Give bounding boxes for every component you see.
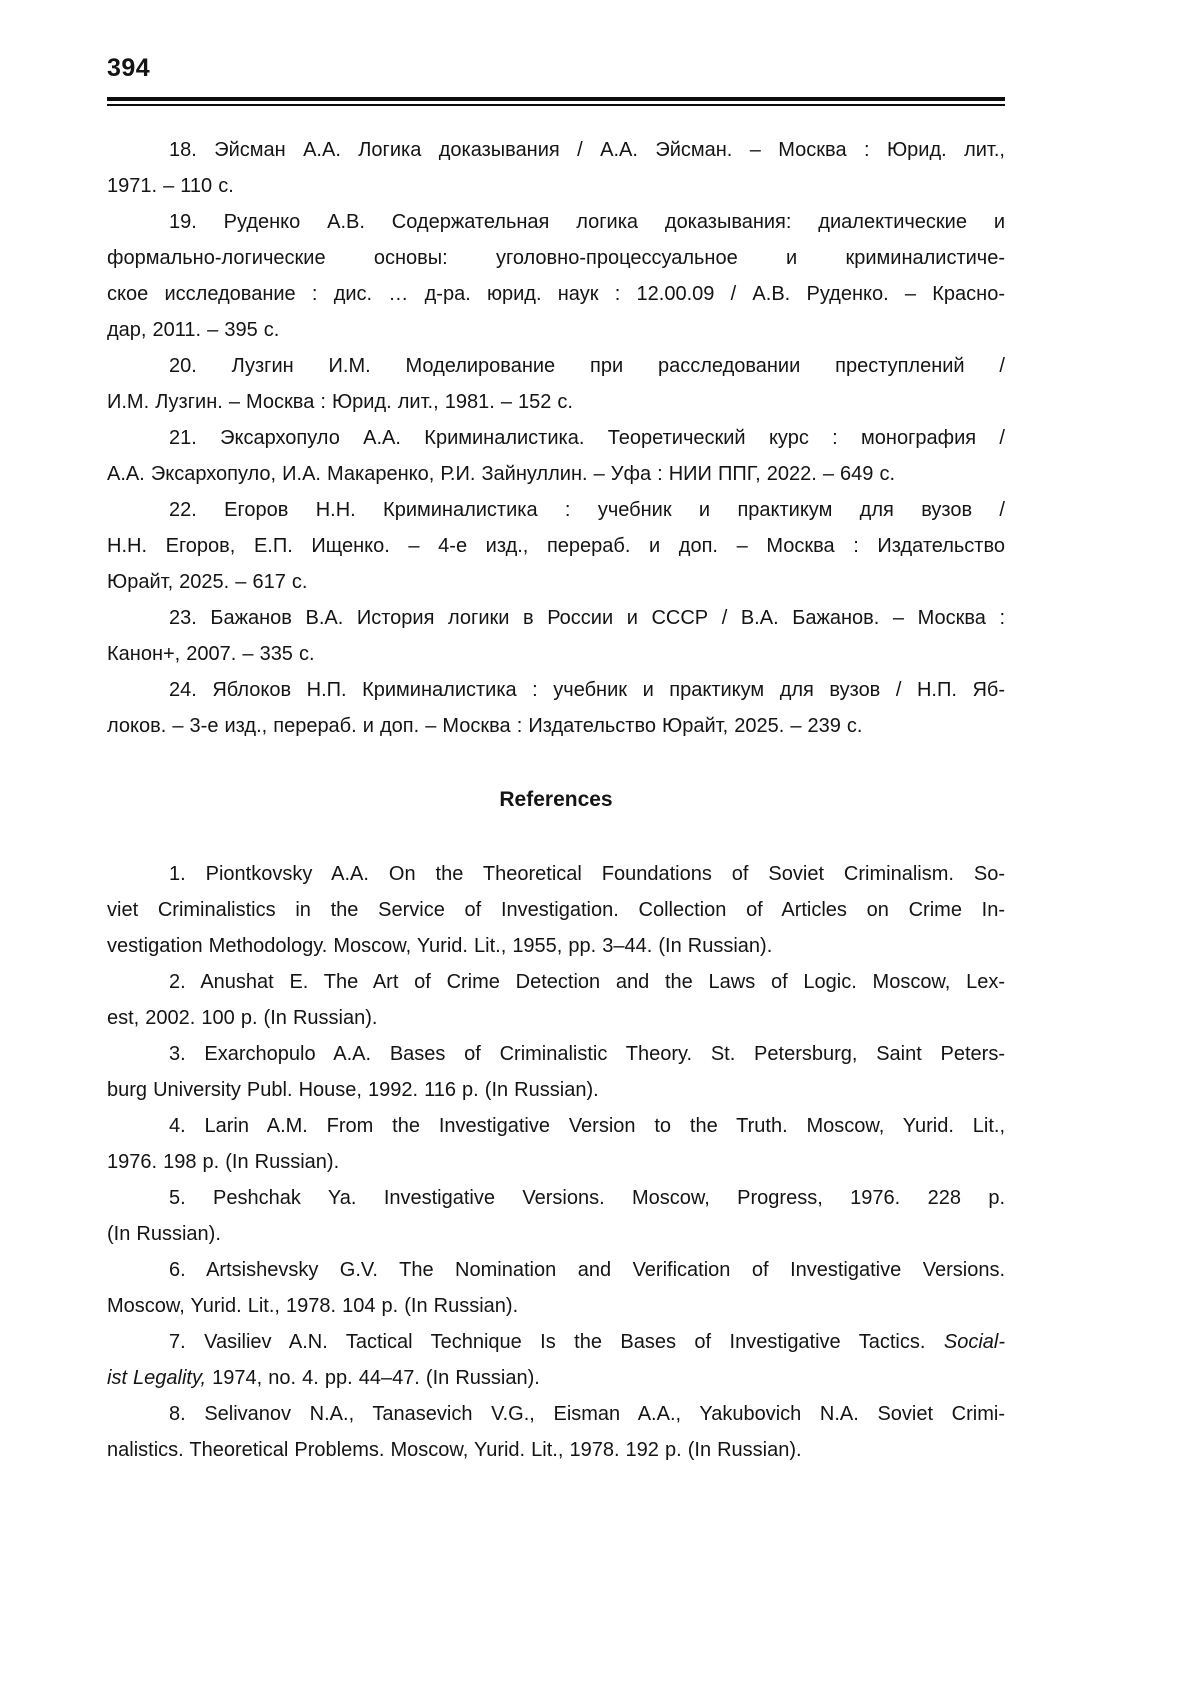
bib-entry-23 bbox=[107, 600, 1005, 672]
bib-line: 23. Бажанов В.А. История логики в России и СССР / В.А. Бажанов. – Москва : bbox=[169, 607, 1005, 629]
ref-line: nalistics. Theoretical Problems. Moscow, Yurid. Lit., 1978. 192 p. (In Russian). bbox=[107, 1439, 802, 1461]
bib-line: дар, 2011. – 395 с. bbox=[107, 319, 280, 341]
ref-line: vestigation Methodology. Moscow, Yurid. Lit., 1955, pp. 3–44. (In Russian). bbox=[107, 935, 773, 957]
bib-line: 1971. – 110 с. bbox=[107, 175, 234, 197]
ref-line: 3. Exarchopulo A.A. Bases of Criminalistic Theory. St. Petersburg, Saint Peters- bbox=[169, 1043, 1005, 1065]
bib-entry-19 bbox=[107, 204, 1005, 348]
references-heading: References bbox=[499, 788, 613, 811]
bib-line: И.М. Лузгин. – Москва : Юрид. лит., 1981. – 152 с. bbox=[107, 391, 573, 413]
ref-line: 4. Larin A.M. From the Investigative Version to the Truth. Moscow, Yurid. Lit., bbox=[169, 1115, 1005, 1137]
ref-entry-7 bbox=[107, 1324, 1005, 1396]
ref-text: 7. Vasiliev A.N. Tactical Technique Is the Bases of Investigative Tactics. bbox=[169, 1331, 944, 1353]
header-rule bbox=[107, 97, 1005, 106]
bib-line: 19. Руденко А.В. Содержательная логика доказывания: диалектические и bbox=[169, 211, 1005, 233]
bib-line: 21. Эксархопуло А.А. Криминалистика. Теоретический курс : монография / bbox=[169, 427, 1005, 449]
ref-entry-1 bbox=[107, 856, 1005, 964]
bib-entry-24 bbox=[107, 672, 1005, 744]
bib-entry-22 bbox=[107, 492, 1005, 600]
ref-line: Moscow, Yurid. Lit., 1978. 104 p. (In Russian). bbox=[107, 1295, 519, 1317]
ref-line: est, 2002. 100 p. (In Russian). bbox=[107, 1007, 378, 1029]
ref-line bbox=[107, 1360, 1005, 1396]
ref-entry-6 bbox=[107, 1252, 1005, 1324]
bib-line: 22. Егоров Н.Н. Криминалистика : учебник и практикум для вузов / bbox=[169, 499, 1005, 521]
bib-line: Н.Н. Егоров, Е.П. Ищенко. – 4-е изд., перераб. и доп. – Москва : Издательство bbox=[107, 535, 1005, 557]
bib-line: формально-логические основы: уголовно-процессуальное и криминалистиче- bbox=[107, 247, 1005, 269]
bib-entry-20 bbox=[107, 348, 1005, 420]
ref-entry-2 bbox=[107, 964, 1005, 1036]
ref-line: 8. Selivanov N.A., Tanasevich V.G., Eisman A.A., Yakubovich N.A. Soviet Crimi- bbox=[169, 1403, 1005, 1425]
bib-line: Юрайт, 2025. – 617 с. bbox=[107, 571, 308, 593]
bibliography-russian bbox=[107, 132, 1005, 744]
ref-line: viet Criminalistics in the Service of Investigation. Collection of Articles on Crime In- bbox=[107, 899, 1005, 921]
references-english bbox=[107, 856, 1005, 1468]
ref-entry-4 bbox=[107, 1108, 1005, 1180]
bib-line: 18. Эйсман А.А. Логика доказывания / А.А. Эйсман. – Москва : Юрид. лит., bbox=[169, 139, 1005, 161]
ref-entry-8 bbox=[107, 1396, 1005, 1468]
journal-title-italic: ist Legality, bbox=[107, 1367, 207, 1389]
bib-line: А.А. Эксархопуло, И.А. Макаренко, Р.И. Зайнуллин. – Уфа : НИИ ППГ, 2022. – 649 с. bbox=[107, 463, 896, 485]
bib-line: ское исследование : дис. … д-ра. юрид. наук : 12.00.09 / А.В. Руденко. – Красно- bbox=[107, 283, 1005, 305]
page-number: 394 bbox=[107, 54, 151, 82]
ref-line: 5. Peshchak Ya. Investigative Versions. Moscow, Progress, 1976. 228 p. bbox=[169, 1187, 1005, 1209]
journal-title-italic: Social- bbox=[943, 1331, 1005, 1353]
bib-line: 20. Лузгин И.М. Моделирование при расследовании преступлений / bbox=[169, 355, 1005, 377]
ref-entry-5 bbox=[107, 1180, 1005, 1252]
bib-line: локов. – 3-е изд., перераб. и доп. – Москва : Издательство Юрайт, 2025. – 239 с. bbox=[107, 715, 863, 737]
bib-entry-21 bbox=[107, 420, 1005, 492]
ref-line: burg University Publ. House, 1992. 116 p. (In Russian). bbox=[107, 1079, 599, 1101]
bib-entry-18 bbox=[107, 132, 1005, 204]
bib-line: 24. Яблоков Н.П. Криминалистика : учебник и практикум для вузов / Н.П. Яб- bbox=[169, 679, 1005, 701]
ref-line bbox=[107, 1324, 1005, 1360]
ref-text: 1974, no. 4. pp. 44–47. (In Russian). bbox=[206, 1367, 540, 1389]
ref-line: 6. Artsishevsky G.V. The Nomination and Verification of Investigative Versions. bbox=[169, 1259, 1005, 1281]
ref-line: 1976. 198 p. (In Russian). bbox=[107, 1151, 340, 1173]
ref-entry-3 bbox=[107, 1036, 1005, 1108]
ref-line: 1. Piontkovsky A.A. On the Theoretical Foundations of Soviet Criminalism. So- bbox=[169, 863, 1005, 885]
ref-line: 2. Anushat E. The Art of Crime Detection and the Laws of Logic. Moscow, Lex- bbox=[169, 971, 1005, 993]
bib-line: Канон+, 2007. – 335 с. bbox=[107, 643, 315, 665]
ref-line: (In Russian). bbox=[107, 1223, 221, 1245]
